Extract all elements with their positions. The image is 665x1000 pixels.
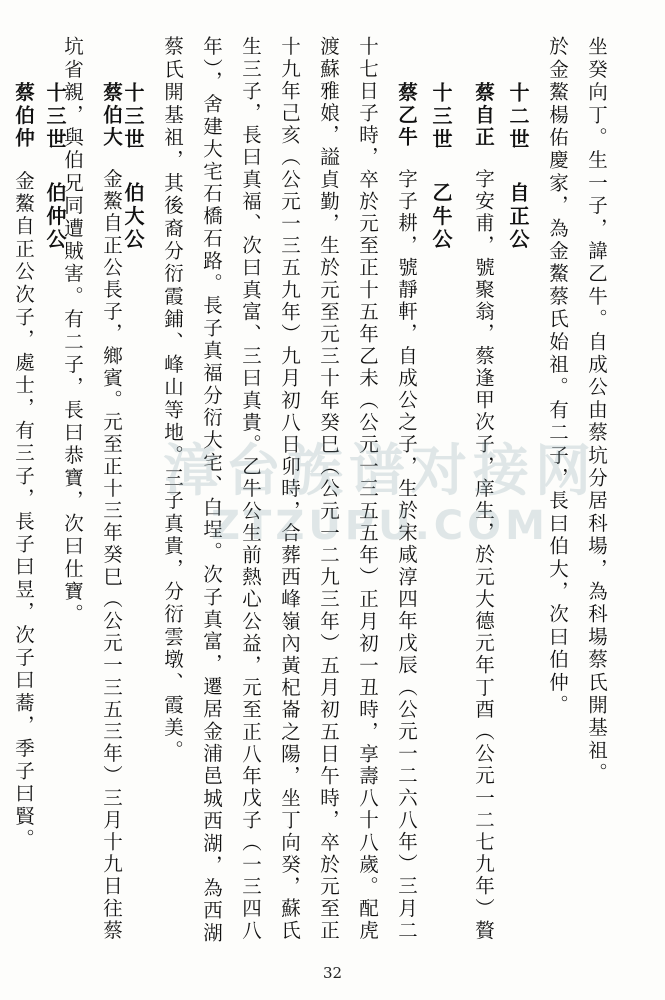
person-name: 蔡乙牛 [395, 82, 418, 149]
column-text: 坑省親，與伯兄同遭賊害。有二子，長曰恭寶，次曰仕寶。 [61, 36, 84, 627]
generation-heading-13-yiniu [426, 82, 456, 251]
column-text: 年），舍建大宅石橋石路。長子真福分衍大宅、白埕。次子真富，遷居金浦邑城西湖，為西湖 [200, 36, 223, 945]
column-text: 十九年己亥（公元一三五九年）九月初八日卯時，合葬西峰嶺內黃杞崙之陽，坐丁向癸，蘇氏 [278, 36, 301, 943]
column-text: 字安甫，號聚翁，蔡逢甲次子，庠生，於元大德元年丁酉（公元一二七九年）贅 [472, 168, 495, 942]
heading-name: 伯仲公 [43, 181, 67, 252]
watermark-english: ZTZUPU.COM [211, 503, 549, 549]
column-text: 字子耕，號靜軒，自成公之子，生於宋咸淳四年戊辰（公元一二六八年）三月二 [395, 168, 418, 942]
page-number: 32 [322, 964, 343, 982]
column-text: 渡蘇雅娘，謚貞勤，生於元至元三十年癸巳（公元一二九三年）五月初五日午時，卒於元至正 [317, 36, 340, 943]
column-text: 坐癸向丁。生一子，諱乙牛。自成公由蔡坑分居科場，為科場蔡氏開基祖。 [585, 36, 608, 786]
text-column-10 [235, 36, 265, 942]
text-column-12 [157, 36, 187, 762]
generation-label: 十三世 [429, 82, 453, 152]
column-text: 於金鰲楊佑慶家，為金鰲蔡氏始祖。有二子，長曰伯大，次曰伯仲。 [546, 36, 569, 717]
text-column-8 [313, 36, 343, 942]
generation-label: 十三世 [43, 82, 67, 152]
column-text: 金鰲自正公次子，處士，有三子，長子曰昱，次子曰蕎，季子曰賢。 [12, 170, 35, 852]
generation-heading-12-zizheng [503, 82, 533, 251]
column-text: 生三子，長曰真福、次曰真富、三曰真貴。乙牛公生前熱心公益，元至正八年戊子（一三四八 [239, 36, 262, 943]
heading-name: 乙牛公 [429, 181, 453, 252]
column-text: 蔡氏開基祖，其後裔分衍霞鋪、峰山等地。三子真貴，分衍雲墩、霞美。 [161, 36, 184, 763]
watermark-chinese: 漳台族谱对接网 [163, 439, 597, 504]
text-column-9 [274, 36, 304, 942]
person-name: 蔡自正 [472, 82, 495, 149]
person-name: 蔡伯大 [100, 82, 123, 149]
text-column-17 [8, 82, 38, 851]
generation-label: 十二世 [506, 82, 530, 152]
column-text: 金鰲自正公長子，鄉賓。元至正十三年癸巳（公元一三五三年）三月十九日往蔡 [100, 168, 123, 942]
person-name: 蔡伯仲 [12, 82, 35, 151]
text-column-11 [196, 36, 226, 945]
text-column-7 [352, 36, 382, 942]
generation-heading-13-bozhong [40, 82, 70, 251]
heading-name: 伯大公 [121, 181, 145, 252]
text-column-1 [581, 36, 611, 785]
text-column-14 [96, 82, 126, 942]
generation-label: 十三世 [121, 82, 145, 152]
text-column-4 [468, 82, 498, 942]
text-column-2 [542, 36, 572, 717]
column-text: 十七日子時，卒於元至正十五年乙未（公元一三五五年）正月初一丑時，享壽八十八歲。配虎 [356, 36, 379, 943]
text-column-6 [391, 82, 421, 942]
heading-name: 自正公 [506, 181, 530, 252]
